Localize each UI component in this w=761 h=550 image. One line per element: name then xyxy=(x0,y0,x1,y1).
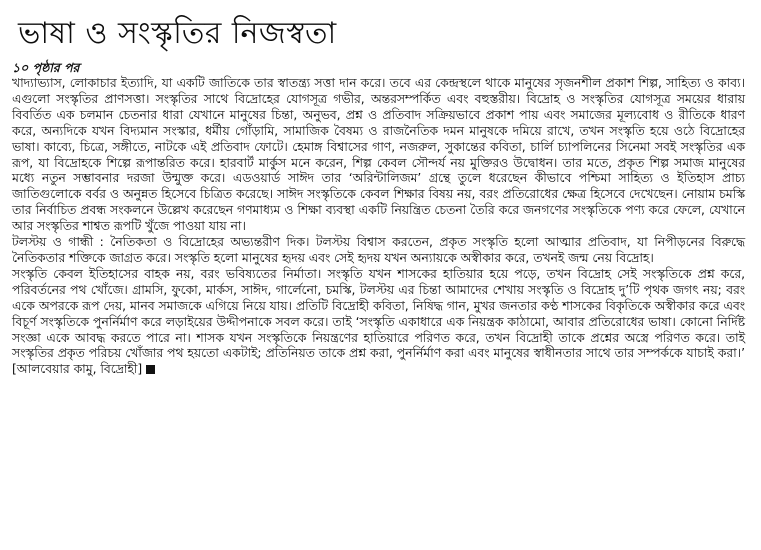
end-of-article-mark xyxy=(146,365,155,374)
article-paragraph-3 xyxy=(12,267,745,378)
article-body xyxy=(10,76,745,378)
article-paragraph-1: খাদ্যাভ্যাস, লোকাচার ইত্যাদি, যা একটি জাতিকে তার স্বাতন্ত্র্য সত্তা দান করে। তবে এর কেন্দ্রস্থলে থাকে মানুষের সৃজনশীল প্রকাশ শিল্প, সাহিত্য ও কাব্য। এগুলো সংস্কৃতির প্রাণসত্তা। সংস্কৃতির সাথে বিদ্রোহের যোগসূত্র গভীর, অন্তরসম্পর্কিত এবং বহুস্তরীয়। বিদ্রোহ ও সংস্কৃতির যোগসূত্র সময়ের ধারায় বিবর্তিত এক চলমান চেতনার ধারা যেখানে মানুষের চিন্তা, অনুভব, প্রশ্ন ও প্রতিবাদ সক্রিয়ভাবে প্রকাশ পায় এবং সমাজের মূল্যবোধ ও রীতিকে ধারণ করে, অন্যদিকে যখন বিদ্যমান সংস্কার, ধর্মীয় গোঁড়ামি, সামাজিক বৈষম্য ও রাজনৈতিক দমন মানুষকে দমিয়ে রাখে, তখন সংস্কৃতি হয়ে ওঠে বিদ্রোহের ভাষা। কাব্যে, চিত্রে, সঙ্গীতে, নাটকে এই প্রতিবাদ ফোটে। হেমাঙ্গ বিশ্বাসের গাণ, নজরুল, সুকান্তের কবিতা, চার্লি চ্যাপলিনের সিনেমা সবই সংস্কৃতির এক রূপ, যা বিদ্রোহকে শিল্পে রূপান্তরিত করে। হারবার্ট মার্কুস মনে করেন, শিল্প কেবল সৌন্দর্য নয় মুক্তিরও উদ্বোধন। তার মতে, প্রকৃত শিল্প সমাজ মানুষের মধ্যে নতুন সম্ভাবনার দরজা উন্মুক্ত করে। এডওয়ার্ড সাঈদ তার ‘অরিন্টালিজম’ গ্রন্থে তুলে ধরেছেন কীভাবে পশ্চিমা সাহিত্য ও ইতিহাস প্রাচ্য জাতিগুলোকে বর্বর ও অনুন্নত হিসেবে চিত্রিত করেছে। সাঈদ সংস্কৃতিকে কেবল শিক্ষার বিষয় নয়, বরং প্রতিরোধের ক্ষেত্র হিসেবে দেখেছেন। নোয়াম চমস্কি তার নির্বাচিত প্রবন্ধ সংকলনে উল্লেখ করেছেন গণমাধ্যম ও শিক্ষা ব্যবস্থা একটি নিয়ন্ত্রিত চেতনা তৈরি করে জনগণের সংস্কৃতিকে পণ্য করে ফেলে, যেখানে আর সংস্কৃতির শাশ্বত রূপটি খুঁজে পাওয়া যায় না। xyxy=(12,76,746,234)
article-title: ভাষা ও সংস্কৃতির নিজস্বতা xyxy=(18,16,337,51)
article-paragraph-3-text: সংস্কৃতি কেবল ইতিহাসের বাহক নয়, বরং ভবিষ্যতের নির্মাতা। সংস্কৃতি যখন শাসকের হাতিয়ার হয়ে পড়ে, তখন বিদ্রোহ সেই সংস্কৃতিকে প্রশ্ন করে, পরিবর্তনের পথ খোঁজে। গ্রামসি, ফুকো, মার্কস, সাঈদ, গার্লেনো, চমস্কি, টলস্টয় এর চিন্তা আমাদের শেখায় সংস্কৃতি ও বিদ্রোহ দু’টি পৃথক জগৎ নয়; বরং একে অপরকে রূপ দেয়, মানব সমাজকে এগিয়ে নিয়ে যায়। প্রতিটি বিদ্রোহী কবিতা, নিষিদ্ধ গান, মুখর জনতার কণ্ঠ শাসকের বিকৃতিকে অস্বীকার করে এবং বিচূর্ণ সংস্কৃতিকে পুনর্নির্মাণ করে লড়াইয়ের উদ্দীপনাকে সবল করে। তাই ‘সংস্কৃতি একাধারে এক নিয়ন্ত্রক কাঠামো, আবার প্রতিরোধের ভাষা। কোনো নির্দিষ্ট সংজ্ঞা একে আবদ্ধ করতে পারে না। শাসক যখন সংস্কৃতিকে নিয়ন্ত্রণের হাতিয়ারে পরিণত করে, তখন বিদ্রোহী তাকে প্রশ্নের অস্ত্রে পরিণত করে। তাই সংস্কৃতির প্রকৃত পরিচয় খোঁজার পথ হয়তো একটাই; প্রতিনিয়ত তাকে প্রশ্ন করা, পুনর্নির্মাণ করা এবং মানুষের স্বাধীনতার সাথে তার সম্পর্ককে যাচাই করা।’ [আলবেয়ার কামু, বিদ্রোহী] xyxy=(12,266,745,377)
continued-from-label: ১০ পৃষ্ঠার পর xyxy=(12,60,80,75)
article-paragraph-2: টলস্টয় ও গান্ধী : নৈতিকতা ও বিদ্রোহের অভ্যন্তরীণ দিক। টলস্টয় বিশ্বাস করতেন, প্রকৃত সংস্কৃতি হলো আত্মার প্রতিবাদ, যা নিপীড়নের বিরুদ্ধে নৈতিকতার শক্তিকে জাগ্রত করে। সংস্কৃতি হলো মানুষের হৃদয় এবং সেই হৃদয় যখন অন্যায়কে অস্বীকার করে, তখনই জন্ম নেয় বিদ্রোহ। xyxy=(12,235,745,265)
